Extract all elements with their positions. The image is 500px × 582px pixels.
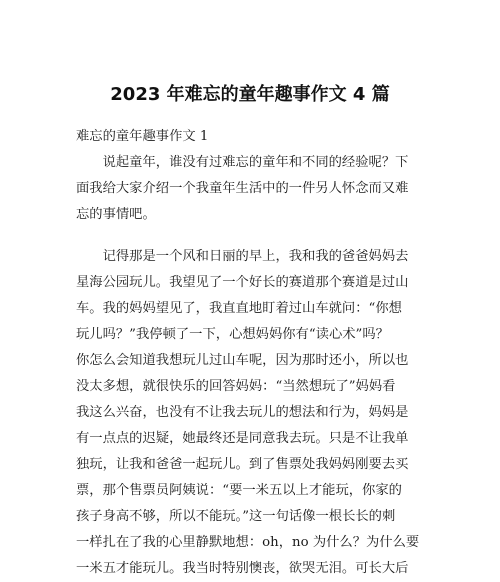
section-heading: 难忘的童年趣事作文 1	[76, 129, 209, 144]
paragraph-line: 面我给大家介绍一个我童年生活中的一件另人怀念而又难	[76, 181, 409, 196]
document-body	[76, 124, 431, 582]
paragraph-line: 我这么兴奋，也没有不让我去玩儿的想法和行为，妈妈是	[76, 405, 409, 420]
document-title: 2023 年难忘的童年趣事作文 4 篇	[110, 84, 390, 105]
paragraph-line: 忘的事情吧。	[76, 207, 156, 222]
paragraph-line: 独玩，让我和爸爸一起玩儿。到了售票处我妈妈刚要去买	[76, 457, 409, 472]
paragraph	[76, 150, 431, 228]
paragraph-line: 玩儿吗？”我停顿了一下，心想妈妈你有“读心术”吗？	[76, 327, 389, 342]
paragraph-line: 没太多想，就很快乐的回答妈妈：“当然想玩了”妈妈看	[76, 379, 396, 394]
paragraph-line: 车。我的妈妈望见了，我直直地盯着过山车就问：“你想	[76, 301, 402, 316]
paragraph-line: 有一点点的迟疑，她最终还是同意我去玩。只是不让我单	[76, 431, 409, 446]
paragraph-line: 一米五才能玩儿。我当时特别懊丧，欲哭无泪。可长大后	[76, 561, 409, 576]
paragraph	[76, 244, 431, 582]
paragraph-line: 星海公园玩儿。我望见了一个好长的赛道那个赛道是过山	[76, 275, 409, 290]
paragraph-line: 一样扎在了我的心里静默地想：oh，no 为什么？为什么要	[76, 535, 420, 550]
paragraph-line: 说起童年，谁没有过难忘的童年和不同的经验呢？下	[76, 155, 409, 170]
paragraph-line: 票，那个售票员阿姨说：“要一米五以上才能玩，你家的	[76, 483, 402, 498]
paragraph-line: 记得那是一个风和日丽的早上，我和我的爸爸妈妈去	[76, 249, 409, 264]
paragraph-line: 孩子身高不够，所以不能玩。”这一句话像一根长长的刺	[76, 509, 396, 524]
paragraph-line: 你怎么会知道我想玩儿过山车呢，因为那时还小，所以也	[76, 353, 409, 368]
paragraph-gap	[76, 228, 431, 244]
